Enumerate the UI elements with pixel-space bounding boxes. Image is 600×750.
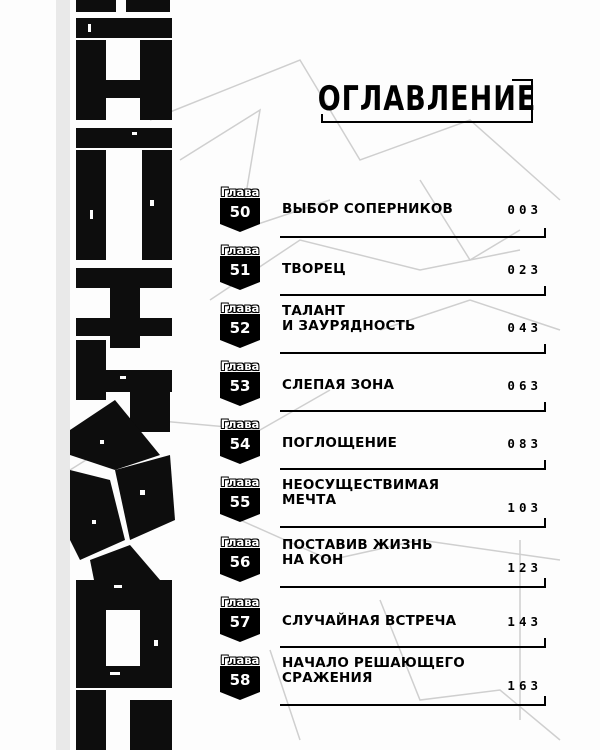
chapter-badge [214, 596, 266, 644]
entry-title [282, 656, 482, 686]
entry-rule [280, 236, 546, 238]
chapter-number: 51 [229, 261, 251, 279]
entry-title-line: ТВОРЕЦ [282, 261, 346, 277]
entry-title [282, 378, 482, 393]
entry-title [282, 304, 482, 334]
entry-title-line: СЛУЧАЙНАЯ ВСТРЕЧА [282, 613, 457, 629]
entry-rule [280, 704, 546, 706]
entry-rule-tick [544, 518, 546, 528]
chapter-badge [214, 244, 266, 292]
chapter-number: 53 [229, 377, 251, 395]
entry-rule [280, 352, 546, 354]
toc-heading [312, 74, 542, 126]
entry-title-line: И ЗАУРЯДНОСТЬ [282, 318, 416, 334]
entry-title [282, 202, 482, 217]
entry-title-line: МЕЧТА [282, 492, 337, 508]
entry-rule [280, 410, 546, 412]
chapter-word: Глава [220, 653, 260, 667]
chapter-badge [214, 186, 266, 234]
entry-page: 143 [507, 614, 542, 629]
chapter-number: 50 [229, 203, 251, 221]
chapter-badge [214, 418, 266, 466]
chapter-number: 57 [229, 613, 251, 631]
entry-title-line: НА КОН [282, 552, 344, 568]
entry-title [282, 538, 482, 568]
entry-rule [280, 294, 546, 296]
chapter-word: Глава [220, 535, 260, 549]
entry-title-line: НЕОСУЩЕСТВИМАЯ [282, 477, 440, 493]
entry-title-line: ПОГЛОЩЕНИЕ [282, 435, 398, 451]
entry-page: 103 [507, 500, 542, 515]
entry-title-line: ВЫБОР СОПЕРНИКОВ [282, 201, 454, 217]
entry-page: 123 [507, 560, 542, 575]
entry-rule-tick [544, 228, 546, 238]
toc-entry [214, 653, 542, 706]
entry-title-line: ПОСТАВИВ ЖИЗНЬ [282, 537, 433, 553]
entry-page: 083 [507, 436, 542, 451]
chapter-number: 58 [229, 671, 251, 689]
toc-entry [214, 595, 542, 648]
chapter-badge [214, 476, 266, 524]
entry-title-line: СРАЖЕНИЯ [282, 670, 373, 686]
entry-title-line: ТАЛАНТ [282, 303, 346, 319]
toc-entry [214, 243, 542, 296]
chapter-word: Глава [220, 185, 260, 199]
entry-title [282, 614, 482, 629]
chapter-badge [214, 536, 266, 584]
toc-entry [214, 185, 542, 238]
chapter-badge [214, 654, 266, 702]
chapter-number: 55 [229, 493, 251, 511]
entry-rule-tick [544, 638, 546, 648]
entry-title [282, 478, 482, 508]
chapter-badge [214, 302, 266, 350]
chapter-word: Глава [220, 595, 260, 609]
toc-entry [214, 417, 542, 470]
chapter-word: Глава [220, 301, 260, 315]
entry-title [282, 436, 482, 451]
chapter-word: Глава [220, 475, 260, 489]
toc-entry [214, 475, 542, 528]
entry-rule [280, 468, 546, 470]
chapter-number: 52 [229, 319, 251, 337]
chapter-number: 56 [229, 553, 251, 571]
entry-title-line: СЛЕПАЯ ЗОНА [282, 377, 395, 393]
entry-title-line: НАЧАЛО РЕШАЮЩЕГО [282, 655, 465, 671]
entry-rule-tick [544, 344, 546, 354]
entry-page: 163 [507, 678, 542, 693]
chapter-word: Глава [220, 243, 260, 257]
chapter-word: Глава [220, 417, 260, 431]
vertical-title-art [70, 0, 180, 750]
entry-rule-tick [544, 286, 546, 296]
toc-entry [214, 535, 542, 588]
chapter-word: Глава [220, 359, 260, 373]
entry-page: 003 [507, 202, 542, 217]
chapter-number: 54 [229, 435, 251, 453]
entry-rule-tick [544, 402, 546, 412]
entry-page: 063 [507, 378, 542, 393]
entry-rule-tick [544, 578, 546, 588]
entry-page: 043 [507, 320, 542, 335]
chapter-badge [214, 360, 266, 408]
entry-rule [280, 646, 546, 648]
page-title: ОГЛАВЛЕНИЕ [317, 80, 537, 119]
entry-title [282, 262, 482, 277]
entry-rule-tick [544, 696, 546, 706]
toc-entry [214, 359, 542, 412]
entry-page: 023 [507, 262, 542, 277]
toc-entry [214, 301, 542, 354]
entry-rule [280, 526, 546, 528]
entry-rule-tick [544, 460, 546, 470]
entry-rule [280, 586, 546, 588]
